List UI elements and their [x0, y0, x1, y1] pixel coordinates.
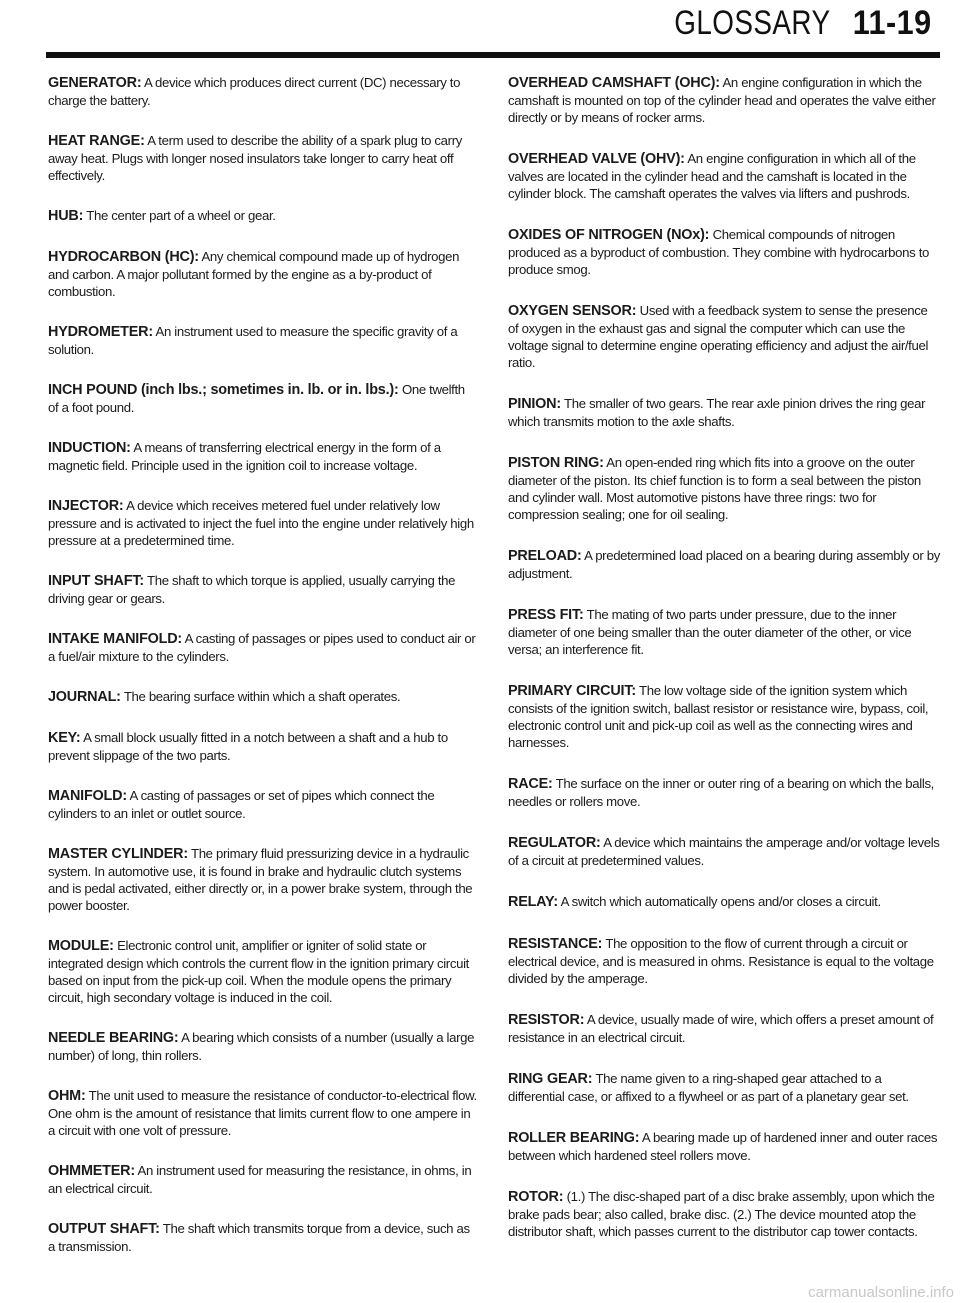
glossary-definition: A casting of passages or set of pipes which connect the cylinders to an inlet or outlet source.	[48, 788, 435, 821]
glossary-term: PRIMARY CIRCUIT:	[508, 683, 636, 699]
glossary-entry	[48, 572, 478, 607]
glossary-entry	[508, 682, 940, 751]
header-rule	[46, 52, 940, 58]
glossary-entry	[508, 395, 940, 430]
glossary-term: MANIFOLD:	[48, 788, 127, 804]
glossary-definition: An instrument used to measure the specific gravity of a solution.	[48, 324, 458, 357]
glossary-term: INTAKE MANIFOLD:	[48, 631, 183, 647]
glossary-definition: Used with a feedback system to sense the presence of oxygen in the exhaust gas and signal the computer which can use the voltage signal to determine engine operating efficiency and adjust the air/fuel ratio.	[508, 303, 929, 370]
glossary-definition: Any chemical compound made up of hydrogen and carbon. A major pollutant formed by the engine as a by-product of combustion.	[48, 249, 460, 299]
glossary-entry	[48, 74, 478, 109]
glossary-term: RESISTANCE:	[508, 936, 603, 952]
glossary-definition: A predetermined load placed on a bearing during assembly or by adjustment.	[508, 548, 940, 581]
glossary-term: HEAT RANGE:	[48, 133, 145, 149]
glossary-entry	[48, 937, 478, 1006]
glossary-definition: Chemical compounds of nitrogen produced as a byproduct of combustion. They combine with hydrocarbons to produce smog.	[508, 227, 929, 277]
glossary-entry	[508, 454, 940, 523]
glossary-term: OHM:	[48, 1088, 86, 1104]
glossary-term: OUTPUT SHAFT:	[48, 1221, 160, 1237]
glossary-definition: A means of transferring electrical energy in the form of a magnetic field. Principle used in the ignition coil to increase voltage.	[48, 440, 441, 473]
glossary-entry	[508, 1129, 940, 1164]
glossary-term: HYDROMETER:	[48, 324, 153, 340]
glossary-definition: An engine configuration in which all of the valves are located in the cylinder head and the camshaft is located in the cylinder block. The camshaft operates the valves via lifters and pushrods.	[508, 151, 916, 201]
glossary-definition: A device which receives metered fuel under relatively low pressure and is activated to inject the fuel into the engine under relatively high pressure at a predetermined time.	[48, 498, 474, 548]
glossary-definition: A bearing which consists of a number (usually a large number) of long, thin rollers.	[48, 1030, 475, 1063]
glossary-entry	[48, 1087, 478, 1139]
glossary-entry	[48, 845, 478, 914]
glossary-term: KEY:	[48, 730, 81, 746]
glossary-term: REGULATOR:	[508, 835, 601, 851]
glossary-entry	[508, 775, 940, 810]
glossary-definition: The low voltage side of the ignition system which consists of the ignition switch, ballast resistor or resistance wire, bypass, coil, electronic control unit and pick-up coil as well as the connecting wires and harnesses.	[508, 683, 929, 750]
glossary-definition: The unit used to measure the resistance of conductor-to-electrical flow. One ohm is the amount of resistance that limits current flow to one ampere in a circuit with one volt of pressure.	[48, 1088, 477, 1138]
glossary-entry	[508, 1011, 940, 1046]
glossary-definition: Electronic control unit, amplifier or igniter of solid state or integrated design which controls the current flow in the ignition primary circuit based on input from the pick-up coil. When the module opens the primary circuit, high secondary voltage is induced in the coil.	[48, 938, 469, 1005]
glossary-term: HYDROCARBON (HC):	[48, 249, 199, 265]
glossary-entry	[48, 323, 478, 358]
glossary-entry	[508, 226, 940, 278]
left-column	[48, 74, 478, 1278]
glossary-term: PRELOAD:	[508, 548, 582, 564]
glossary-definition: A casting of passages or pipes used to conduct air or a fuel/air mixture to the cylinders.	[48, 631, 476, 664]
glossary-term: RACE:	[508, 776, 553, 792]
glossary-definition: A device which maintains the amperage and/or voltage levels of a circuit at predetermined values.	[508, 835, 940, 868]
glossary-definition: The shaft which transmits torque from a device, such as a transmission.	[48, 1221, 470, 1254]
glossary-entry	[508, 834, 940, 869]
page-title	[640, 4, 932, 43]
glossary-definition: A term used to describe the ability of a spark plug to carry away heat. Plugs with longer nosed insulators take longer to carry heat off effectively.	[48, 133, 462, 183]
glossary-term: RESISTOR:	[508, 1012, 585, 1028]
glossary-entry	[508, 302, 940, 371]
glossary-term: GENERATOR:	[48, 75, 142, 91]
glossary-term: INPUT SHAFT:	[48, 573, 144, 589]
glossary-term: ROTOR:	[508, 1189, 564, 1205]
glossary-definition: The surface on the inner or outer ring of a bearing on which the balls, needles or rollers move.	[508, 776, 934, 809]
glossary-definition: The center part of a wheel or gear.	[86, 208, 276, 223]
glossary-definition: The smaller of two gears. The rear axle pinion drives the ring gear which transmits motion to the axle shafts.	[508, 396, 926, 429]
glossary-entry	[48, 729, 478, 764]
glossary-definition: An open-ended ring which fits into a groove on the outer diameter of the piston. Its chief function is to form a seal between the piston and cylinder wall. Most automotive pistons have three rings: two for compression sealing; one for oil sealing.	[508, 455, 921, 522]
glossary-term: INCH POUND (inch lbs.; sometimes in. lb. or in. lbs.):	[48, 382, 399, 398]
glossary-entry	[508, 935, 940, 987]
glossary-term: HUB:	[48, 208, 84, 224]
glossary-definition: An instrument used for measuring the resistance, in ohms, in an electrical circuit.	[48, 1163, 472, 1196]
glossary-term: MASTER CYLINDER:	[48, 846, 188, 862]
glossary-entry	[508, 547, 940, 582]
glossary-entry	[508, 150, 940, 202]
glossary-definition: The opposition to the flow of current through a circuit or electrical device, and is measured in ohms. Resistance is equal to the voltage divided by the amperage.	[508, 936, 934, 986]
glossary-term: INDUCTION:	[48, 440, 131, 456]
glossary-entry	[48, 1162, 478, 1197]
section-name: GLOSSARY	[674, 4, 831, 42]
glossary-definition: The bearing surface within which a shaft operates.	[123, 689, 401, 704]
glossary-definition: A device, usually made of wire, which offers a preset amount of resistance in an electrical circuit.	[508, 1012, 934, 1045]
glossary-definition: The mating of two parts under pressure, due to the inner diameter of one being smaller than the outer diameter of the other, or vice versa; an interference fit.	[508, 607, 912, 657]
page-header	[0, 0, 960, 60]
glossary-term: OHMMETER:	[48, 1163, 135, 1179]
glossary-term: OXIDES OF NITROGEN (NOx):	[508, 227, 710, 243]
glossary-entry	[508, 1070, 940, 1105]
glossary-entry	[508, 74, 940, 126]
glossary-entry	[48, 497, 478, 549]
glossary-term: ROLLER BEARING:	[508, 1130, 640, 1146]
glossary-term: OVERHEAD VALVE (OHV):	[508, 151, 685, 167]
glossary-definition: An engine configuration in which the camshaft is mounted on top of the cylinder head and operates the valve either directly or by means of rocker arms.	[508, 75, 936, 125]
glossary-definition: A device which produces direct current (DC) necessary to charge the battery.	[48, 75, 461, 108]
glossary-definition: The primary fluid pressurizing device in a hydraulic system. In automotive use, it is found in brake and hydraulic clutch systems and is pedal activated, either directly or, in a power brake system, through the power booster.	[48, 846, 473, 913]
glossary-term: JOURNAL:	[48, 689, 121, 705]
glossary-definition: A small block usually fitted in a notch between a shaft and a hub to prevent slippage of the two parts.	[48, 730, 448, 763]
site-watermark: carmanualsonline.info	[808, 1284, 954, 1301]
page-number: 11-19	[853, 4, 932, 42]
glossary-entry	[48, 207, 478, 225]
glossary-entry	[508, 606, 940, 658]
glossary-definition: The name given to a ring-shaped gear attached to a differential case, or affixed to a flywheel or as part of a planetary gear set.	[508, 1071, 909, 1104]
glossary-term: NEEDLE BEARING:	[48, 1030, 179, 1046]
glossary-entry	[508, 893, 940, 911]
glossary-definition: The shaft to which torque is applied, usually carrying the driving gear or gears.	[48, 573, 456, 606]
glossary-term: MODULE:	[48, 938, 114, 954]
glossary-term: OVERHEAD CAMSHAFT (OHC):	[508, 75, 720, 91]
glossary-entry	[48, 688, 478, 706]
glossary-entry	[48, 381, 478, 416]
glossary-definition: (1.) The disc-shaped part of a disc brake assembly, upon which the brake pads bear; also called, brake disc. (2.) The device mounted atop the distributor shaft, which passes current to the distributor cap tower contacts.	[508, 1189, 935, 1239]
glossary-entry	[48, 439, 478, 474]
glossary-term: INJECTOR:	[48, 498, 124, 514]
glossary-entry	[48, 630, 478, 665]
glossary-entry	[508, 1188, 940, 1240]
glossary-definition: A bearing made up of hardened inner and outer races between which hardened steel rollers move.	[508, 1130, 938, 1163]
glossary-term: OXYGEN SENSOR:	[508, 303, 637, 319]
glossary-term: PINION:	[508, 396, 561, 412]
glossary-entry	[48, 248, 478, 300]
glossary-term: PRESS FIT:	[508, 607, 584, 623]
glossary-entry	[48, 1029, 478, 1064]
glossary-entry	[48, 1220, 478, 1255]
right-column	[508, 74, 940, 1264]
glossary-definition: One twelfth of a foot pound.	[48, 382, 465, 415]
glossary-entry	[48, 132, 478, 184]
glossary-entry	[48, 787, 478, 822]
glossary-definition: A switch which automatically opens and/or closes a circuit.	[560, 894, 881, 909]
glossary-term: RELAY:	[508, 894, 558, 910]
glossary-term: PISTON RING:	[508, 455, 604, 471]
glossary-term: RING GEAR:	[508, 1071, 593, 1087]
